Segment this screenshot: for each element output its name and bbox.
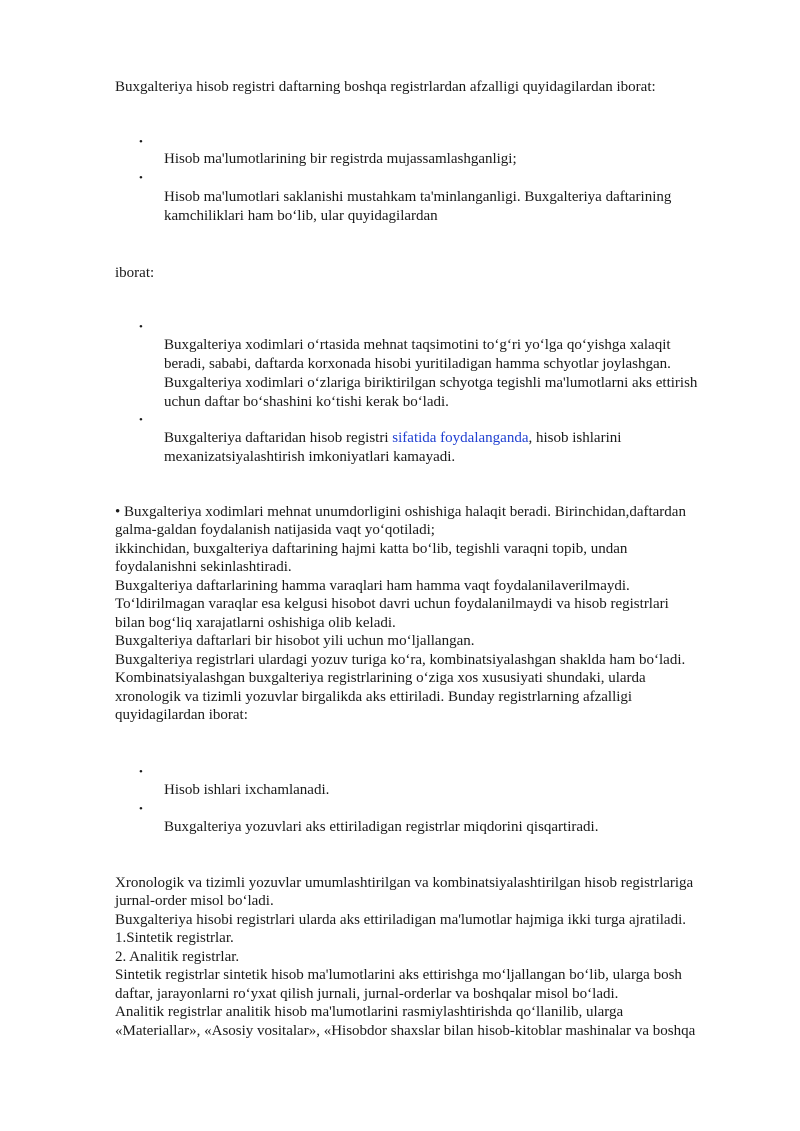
list-item: Hisob ma'lumotlarining bir registrda mujassamlashganligi; [164, 151, 517, 167]
paragraph-line: Buxgalteriya registrlari ulardagi yozuv turiga ko‘ra, kombinatsiyalashgan shaklda ham bo‘ladi. [115, 652, 686, 668]
list-item-continuation: kamchiliklari ham bo‘lib, ular quyidagilardan [164, 208, 438, 224]
list-item-text: , hisob ishlarini [528, 430, 622, 446]
paragraph-line: daftar, jarayonlarni ro‘yxat qilish jurnali, jurnal-orderlar va boshqalar misol bo‘ladi. [115, 986, 619, 1002]
bullet-icon: • [139, 766, 143, 778]
iborat-text: iborat: [115, 265, 155, 281]
list-item-text: Buxgalteriya daftaridan hisob registri [164, 430, 393, 446]
paragraph-line: Analitik registrlar analitik hisob ma'lumotlarini rasmiylashtirishda qo‘llanilib, ularga [115, 1004, 624, 1020]
paragraph-line: foydalanishni sekinlashtiradi. [115, 559, 292, 575]
paragraph-line: • Buxgalteriya xodimlari mehnat unumdorligini oshishiga halaqit beradi. Birinchidan,daftardan [115, 504, 686, 520]
paragraph-line: Buxgalteriya daftarlari bir hisobot yili uchun mo‘ljallangan. [115, 633, 475, 649]
inline-link[interactable]: sifatida foydalanganda [392, 430, 529, 446]
bullet-icon: • [139, 803, 143, 815]
bullet-icon: • [139, 414, 143, 426]
paragraph-line: quyidagilardan iborat: [115, 707, 248, 723]
list-item-line [164, 429, 621, 449]
list-item: Hisob ma'lumotlari saklanishi mustahkam ta'minlanganligi. Buxgalteriya daftarining [164, 189, 672, 205]
list-item: Buxgalteriya yozuvlari aks ettiriladigan registrlar miqdorini qisqartiradi. [164, 819, 599, 835]
paragraph-line: jurnal-order misol bo‘ladi. [115, 893, 274, 909]
paragraph-line: 2. Analitik registrlar. [115, 949, 240, 965]
bullet-icon: • [139, 172, 143, 184]
list-item-line: mexanizatsiyalashtirish imkoniyatlari kamayadi. [164, 449, 456, 465]
list-item-line: beradi, sababi, daftarda korxonada hisobi yuritiladigan hamma schyotlar joylashgan. [164, 356, 671, 372]
list-item-line: Buxgalteriya xodimlari o‘zlariga biriktirilgan schyotga tegishli ma'lumotlarni aks ettirish [164, 375, 698, 391]
bullet-icon: • [139, 321, 143, 333]
list-item-line: uchun daftar bo‘shashini ko‘tishi kerak bo‘ladi. [164, 394, 449, 410]
paragraph-line: Buxgalteriya daftarlarining hamma varaqlari ham hamma vaqt foydalanilaverilmaydi. [115, 578, 630, 594]
paragraph-line: bilan bog‘liq xarajatlarni oshishiga olib keladi. [115, 615, 396, 631]
paragraph-line: Buxgalteriya hisobi registrlari ularda aks ettiriladigan ma'lumotlar hajmiga ikki turga ajratiladi. [115, 912, 687, 928]
paragraph-line: Xronologik va tizimli yozuvlar umumlashtirilgan va kombinatsiyalashtirilgan hisob registrlariga [115, 875, 694, 891]
paragraph-line: galma-galdan foydalanish natijasida vaqt yo‘qotiladi; [115, 522, 435, 538]
paragraph-line: 1.Sintetik registrlar. [115, 930, 234, 946]
paragraph-line: Kombinatsiyalashgan buxgalteriya registrlarining o‘ziga xos xususiyati shundaki, ularda [115, 670, 646, 686]
list-item: Hisob ishlari ixchamlanadi. [164, 782, 330, 798]
paragraph-line: To‘ldirilmagan varaqlar esa kelgusi hisobot davri uchun foydalanilmaydi va hisob registrlari [115, 596, 669, 612]
intro-paragraph: Buxgalteriya hisob registri daftarning boshqa registrlardan afzalligi quyidagilardan iborat: [115, 79, 656, 95]
paragraph-line: xronologik va tizimli yozuvlar birgalikda aks ettiriladi. Bunday registrlarning afzalligi [115, 689, 633, 705]
list-item-line: Buxgalteriya xodimlari o‘rtasida mehnat taqsimotini to‘g‘ri yo‘lga qo‘yishga xalaqit [164, 337, 671, 353]
paragraph-line: Sintetik registrlar sintetik hisob ma'lumotlarini aks ettirishga mo‘ljallangan bo‘lib, ularga bosh [115, 967, 682, 983]
paragraph-line: «Materiallar», «Asosiy vositalar», «Hisobdor shaxslar bilan hisob-kitoblar mashinalar va boshqa [115, 1023, 696, 1039]
paragraph-line: ikkinchidan, buxgalteriya daftarining hajmi katta bo‘lib, tegishli varaqni topib, undan [115, 541, 628, 557]
bullet-icon: • [139, 136, 143, 148]
